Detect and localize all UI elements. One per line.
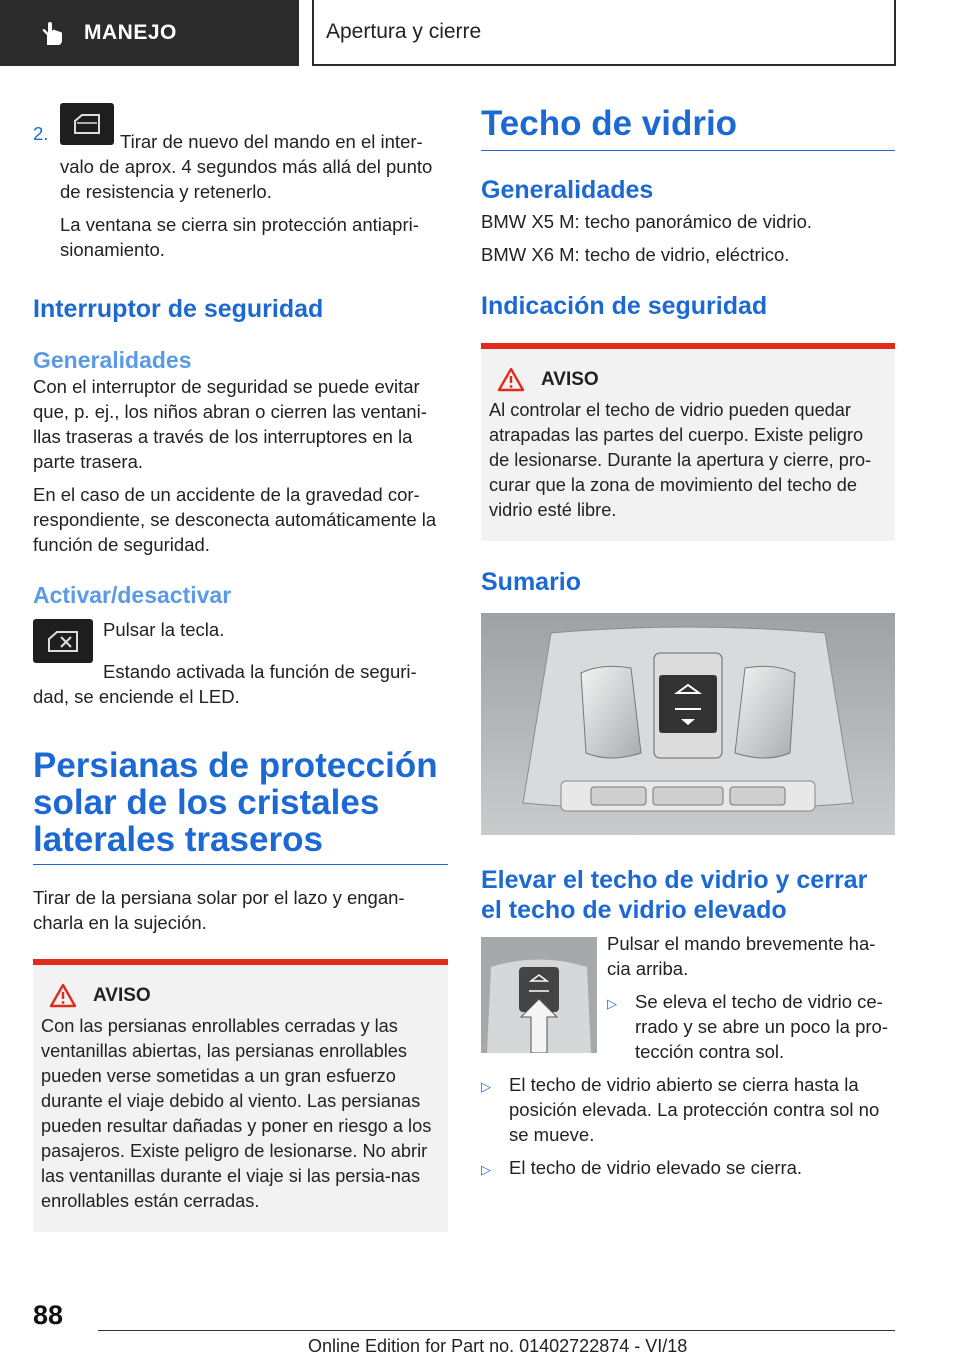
bullet-2 (481, 1072, 895, 1147)
glass-roof-general-title: Generalidades (481, 176, 654, 204)
bullet-triangle-icon: ▷ (481, 1162, 491, 1177)
glass-roof-warning-box (481, 343, 895, 541)
safety-switch-general-p2: En el caso de un accidente de la gravedad cor-respondiente, se desconecta automáticamente la función de seguridad. (33, 484, 437, 555)
section-label: MANEJO (84, 21, 177, 44)
blinds-title: Persianas de protección solar de los cristales laterales traseros (33, 747, 448, 865)
blinds-warning-text: Con las persianas enrollables cerradas y las ventanillas abiertas, las persianas enrollables pueden verse sometidas a un gran esfuerzo durante el viaje debido al viento. Las persianas pueden resultar dañadas y poner en riesgo a los pasajeros. Existe peligro de lesionarse. No abrir las ventanillas durante el viaje si las persia-nas enrollables están cerradas. (41, 1016, 432, 1211)
overview-title: Sumario (481, 568, 582, 596)
blinds-warning-label: AVISO (93, 984, 151, 1006)
step-2 (33, 103, 448, 145)
hand-icon (38, 18, 68, 48)
edition-note: Online Edition for Part no. 01402722874 - VI/18 (308, 1336, 688, 1356)
roof-console-photo (481, 613, 895, 835)
bullet-2-text: El techo de vidrio abierto se cierra hasta la posición elevada. La protección contra sol no se mueve. (509, 1074, 880, 1145)
safety-switch-title: Interruptor de seguridad (33, 295, 324, 323)
bullet-3 (481, 1155, 895, 1182)
blinds-text: Tirar de la persiana solar por el lazo y engan-charla en la sujeción. (33, 887, 405, 933)
bullet-triangle-icon: ▷ (607, 996, 617, 1011)
safety-switch-general-title: Generalidades (33, 347, 192, 373)
raise-title: Elevar el techo de vidrio y cerrar el techo de vidrio elevado (481, 866, 868, 924)
left-column (33, 95, 448, 1232)
safety-switch-toggle-title: Activar/desactivar (33, 582, 232, 608)
warning-triangle-icon (49, 983, 77, 1008)
right-column (481, 95, 895, 1182)
step-2-instruction: Tirar de nuevo del mando en el inter-valo de aprox. 4 segundos más allá del punto de resistencia y retenerlo. (60, 131, 433, 202)
window-switch-icon (60, 103, 114, 145)
glass-roof-safety-title: Indicación de seguridad (481, 292, 768, 320)
raise-instruction: Pulsar el mando brevemente ha-cia arriba. (607, 933, 876, 979)
section-tab (0, 0, 299, 66)
toggle-led-note (33, 659, 448, 709)
safety-switch-general-p1: Con el interruptor de seguridad se puede evitar que, p. ej., los niños abran o cierren las ventani-llas traseras a través de los interruptores en la parte trasera. (33, 376, 427, 472)
bullet-1-text: Se eleva el techo de vidrio ce-rrado y se abre un poco la pro-tección contra sol. (635, 991, 888, 1062)
step-number: 2. (33, 123, 49, 144)
chapter-tab (312, 0, 896, 66)
glass-roof-general-p1: BMW X5 M: techo panorámico de vidrio. (481, 211, 813, 232)
toggle-led-text: Estando activada la función de seguri-dad, se enciende el LED. (33, 661, 417, 707)
page-header (0, 0, 960, 66)
roof-switch-photo (481, 937, 597, 1053)
bullet-triangle-icon: ▷ (481, 1079, 491, 1094)
toggle-instruction: Pulsar la tecla. (103, 619, 225, 640)
page-number: 88 (33, 1300, 64, 1330)
chapter-label: Apertura y cierre (326, 20, 482, 43)
glass-roof-warning-label: AVISO (541, 368, 599, 390)
glass-roof-title: Techo de vidrio (481, 105, 895, 151)
bullet-1 (607, 989, 895, 1064)
footer-divider (98, 1330, 895, 1331)
glass-roof-warning-header (489, 367, 887, 392)
child-lock-button-icon (33, 619, 93, 663)
blinds-warning-box (33, 959, 448, 1232)
bullet-3-text: El techo de vidrio elevado se cierra. (509, 1157, 803, 1178)
blinds-warning-header (41, 983, 440, 1008)
glass-roof-general-p2: BMW X6 M: techo de vidrio, eléctrico. (481, 244, 790, 265)
step-2-result: La ventana se cierra sin protección antiapri-sionamiento. (60, 214, 419, 260)
warning-triangle-icon (497, 367, 525, 392)
glass-roof-warning-text: Al controlar el techo de vidrio pueden quedar atrapadas las partes del cuerpo. Existe peligro de lesionarse. Durante la apertura y cierre, pro-curar que la zona de movimiento del techo de vidrio esté libre. (489, 400, 872, 520)
